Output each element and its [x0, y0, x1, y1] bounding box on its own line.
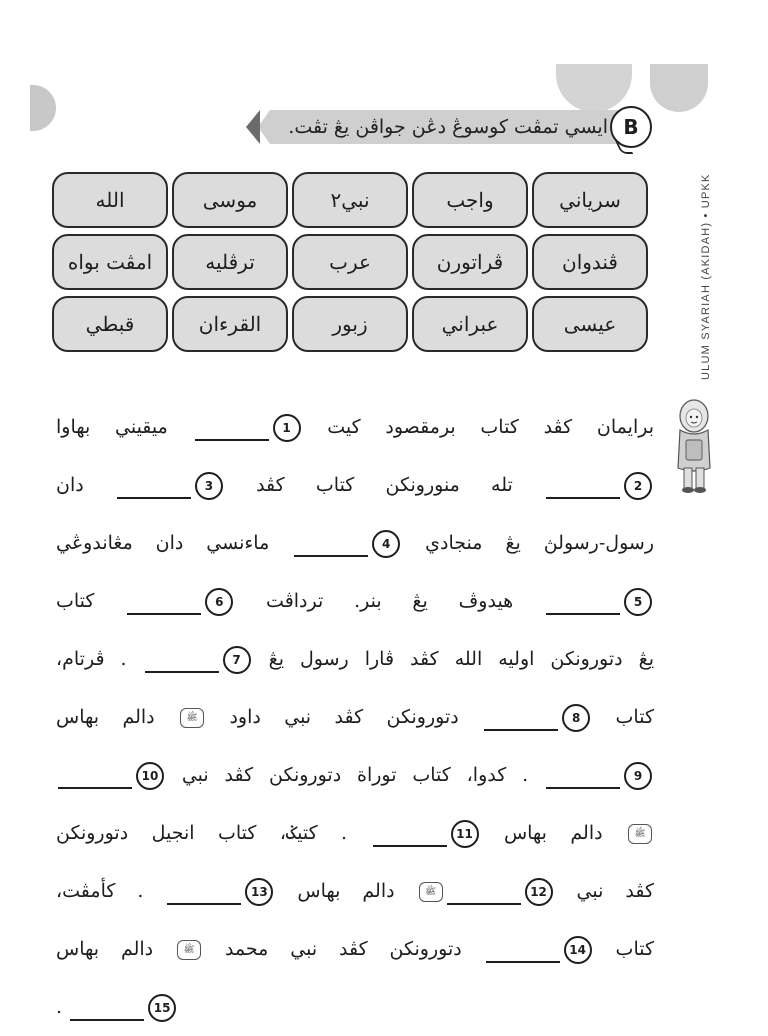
answer-blank[interactable] — [546, 589, 620, 615]
exercise-line — [56, 978, 654, 1036]
honorific-icon: ﷺ — [180, 708, 204, 728]
word-bank-item: نبي٢ — [292, 172, 408, 228]
passage-text: . كأمڤت، — [56, 880, 166, 902]
passage-text: دتورونكن كڤد نبي محمد — [203, 938, 484, 960]
word-bank-item: ترڤليه — [172, 234, 288, 290]
answer-blank[interactable] — [373, 821, 447, 847]
exercise-line — [56, 804, 654, 862]
word-bank-item: القرءان — [172, 296, 288, 352]
passage-text: كڤد نبي — [554, 880, 654, 902]
question-number: 4 — [372, 530, 400, 558]
passage-text: كتاب — [593, 938, 654, 960]
word-bank-item: عيسى — [532, 296, 648, 352]
answer-blank[interactable] — [484, 705, 558, 731]
word-bank — [52, 172, 648, 352]
passage-text: ميقيني بهاوا — [56, 416, 193, 438]
honorific-icon: ﷺ — [628, 824, 652, 844]
passage-text: كتاب — [56, 590, 126, 612]
question-number: 3 — [195, 472, 223, 500]
side-label: ULUM SYARIAH (AKIDAH) • UPKK — [700, 173, 712, 380]
exercise-line — [56, 746, 654, 804]
passage-text: كتاب — [592, 706, 654, 728]
question-number: 7 — [223, 646, 251, 674]
answer-blank[interactable] — [127, 589, 201, 615]
passage-text: يڠ دتورونكن اوليه الله كڤد ڤارا رسول يڠ — [252, 648, 654, 670]
passage-text: دالم بهاس — [56, 938, 176, 960]
passage-text: ماءنسي دان مڠاندوڠي — [56, 532, 293, 554]
passage-text: دالم بهاس — [56, 706, 179, 728]
exercise-line — [56, 514, 654, 572]
passage-text: تله منورونكن كتاب كڤد — [224, 474, 545, 496]
word-bank-item: ڤندوان — [532, 234, 648, 290]
decorative-tab-left — [30, 85, 56, 131]
answer-blank[interactable] — [117, 473, 191, 499]
question-number: 15 — [148, 994, 176, 1022]
passage-text: . — [56, 996, 69, 1018]
passage-text: . ڤرتام، — [56, 648, 143, 670]
question-number: 11 — [451, 820, 479, 848]
question-number: 9 — [624, 762, 652, 790]
exercise-line — [56, 862, 654, 920]
question-number: 10 — [136, 762, 164, 790]
passage-text: . كدوا، كتاب توراة دتورونكن كڤد نبي — [166, 764, 544, 786]
exercise-line — [56, 398, 654, 456]
answer-blank[interactable] — [546, 473, 620, 499]
honorific-icon: ﷺ — [419, 882, 443, 902]
word-bank-item: موسى — [172, 172, 288, 228]
word-bank-item: امڤت بواه — [52, 234, 168, 290]
section-badge: B — [610, 106, 652, 148]
exercise-line — [56, 630, 654, 688]
word-bank-item: قبطي — [52, 296, 168, 352]
word-bank-item: الله — [52, 172, 168, 228]
girl-mascot-icon — [672, 396, 716, 494]
passage-text: دالم بهاس — [275, 880, 417, 902]
word-bank-item: سرياني — [532, 172, 648, 228]
passage-text: هيدوڤ يڠ بنر. ترداڤت — [235, 590, 544, 612]
passage-text: دالم بهاس — [480, 822, 626, 844]
answer-blank[interactable] — [546, 763, 620, 789]
question-number: 6 — [205, 588, 233, 616]
word-bank-item: عرب — [292, 234, 408, 290]
instruction-text: ايسي تمڤت كوسوڠ دڠن جواڤن يڠ تڤت. — [288, 116, 608, 138]
word-bank-item: عبراني — [412, 296, 528, 352]
answer-blank[interactable] — [195, 415, 269, 441]
passage-text: . كتيݢ، كتاب انجيل دتورونكن — [56, 822, 371, 844]
answer-blank[interactable] — [58, 763, 132, 789]
question-number: 5 — [624, 588, 652, 616]
word-bank-item: زبور — [292, 296, 408, 352]
honorific-icon: ﷺ — [177, 940, 201, 960]
answer-blank[interactable] — [294, 531, 368, 557]
passage-text: رسول-رسولڽ يڠ منجادي — [402, 532, 654, 554]
word-bank-item: واجب — [412, 172, 528, 228]
question-number: 12 — [525, 878, 553, 906]
answer-blank[interactable] — [447, 879, 521, 905]
exercise-line — [56, 688, 654, 746]
question-number: 8 — [562, 704, 590, 732]
question-number: 13 — [245, 878, 273, 906]
passage-text: دتورونكن كڤد نبي داود — [206, 706, 483, 728]
question-number: 2 — [624, 472, 652, 500]
exercise-line — [56, 920, 654, 978]
passage-text: برايمان كڤد كتاب برمقصود كيت — [302, 416, 654, 438]
instruction-arrow-icon — [246, 110, 260, 144]
decorative-tab-top — [556, 64, 632, 112]
answer-blank[interactable] — [167, 879, 241, 905]
exercise-line — [56, 572, 654, 630]
question-number: 1 — [273, 414, 301, 442]
answer-blank[interactable] — [70, 995, 144, 1021]
question-number: 14 — [564, 936, 592, 964]
answer-blank[interactable] — [145, 647, 219, 673]
exercise-line — [56, 456, 654, 514]
passage-text: دان — [56, 474, 115, 496]
exercise-passage — [56, 398, 654, 1036]
answer-blank[interactable] — [486, 937, 560, 963]
word-bank-item: ڤراتورن — [412, 234, 528, 290]
